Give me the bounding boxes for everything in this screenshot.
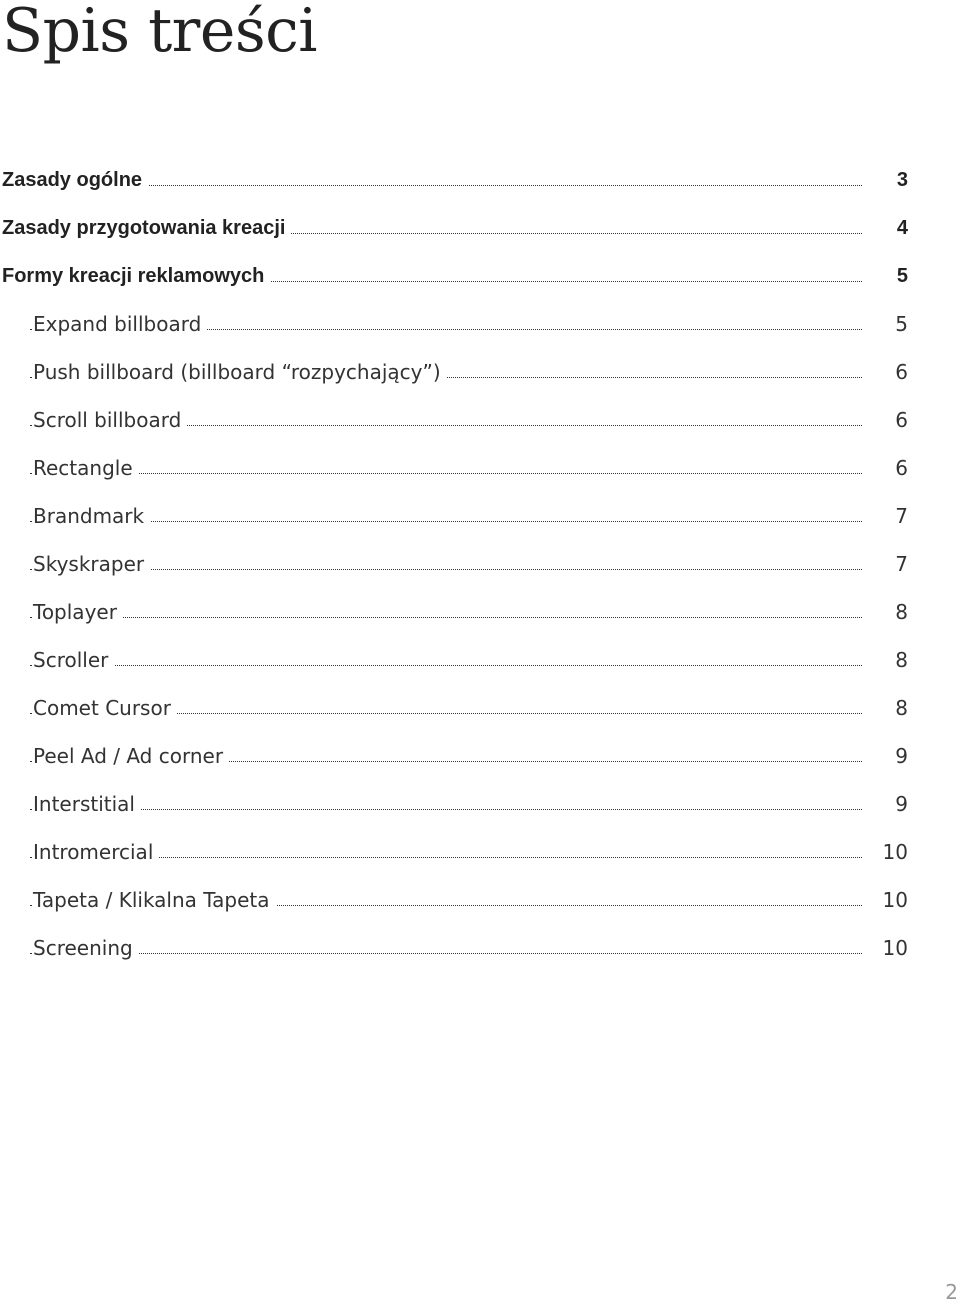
table-of-contents [0,156,960,972]
toc-entry[interactable] [0,252,960,300]
toc-entry[interactable] [0,588,960,636]
toc-entry-page[interactable]: 3 [896,169,908,191]
toc-entry-title[interactable]: Rectangle [33,456,139,480]
dot-leader [30,665,862,666]
toc-entry[interactable] [0,636,960,684]
toc-entry-page[interactable]: 10 [882,840,908,864]
toc-entry[interactable] [0,204,960,252]
dot-leader [30,617,862,618]
toc-entry-page[interactable]: 6 [895,456,908,480]
toc-entry-page[interactable]: 8 [895,648,908,672]
toc-entry-page[interactable]: 9 [895,744,908,768]
toc-entry[interactable] [0,780,960,828]
toc-entry-page[interactable]: 9 [895,792,908,816]
toc-entry-title[interactable]: Expand billboard [33,312,207,336]
toc-entry[interactable] [0,156,960,204]
toc-entry[interactable] [0,492,960,540]
toc-entry-title[interactable]: Scroller [33,648,114,672]
toc-entry-page[interactable]: 5 [896,265,908,287]
toc-entry-title[interactable]: Comet Cursor [33,696,177,720]
page-number: 2 [945,1280,958,1304]
dot-leader [30,569,862,570]
toc-entry[interactable] [0,828,960,876]
toc-entry[interactable] [0,540,960,588]
dot-leader [30,473,862,474]
toc-entry-title[interactable]: Skyskraper [33,552,150,576]
toc-entry-title[interactable]: Toplayer [33,600,123,624]
page-title: Spis treści [2,0,317,66]
toc-entry-page[interactable]: 6 [895,408,908,432]
toc-entry-page[interactable]: 7 [895,504,908,528]
toc-entry[interactable] [0,924,960,972]
toc-entry-title[interactable]: Zasady przygotowania kreacji [2,216,291,240]
toc-entry-page[interactable]: 10 [882,936,908,960]
toc-entry[interactable] [0,684,960,732]
toc-entry[interactable] [0,300,960,348]
toc-entry-page[interactable]: 10 [882,888,908,912]
toc-entry-title[interactable]: Push billboard (billboard “rozpychający”) [33,360,447,384]
toc-entry-page[interactable]: 8 [895,696,908,720]
toc-entry[interactable] [0,732,960,780]
toc-entry-title[interactable]: Formy kreacji reklamowych [2,264,270,288]
dot-leader [30,809,862,810]
toc-entry[interactable] [0,444,960,492]
toc-entry-page[interactable]: 8 [895,600,908,624]
toc-entry-page[interactable]: 6 [895,360,908,384]
toc-entry-title[interactable]: Interstitial [33,792,141,816]
toc-entry-title[interactable]: Screening [33,936,139,960]
toc-entry-title[interactable]: Scroll billboard [33,408,187,432]
toc-entry-page[interactable]: 5 [895,312,908,336]
toc-entry-title[interactable]: Zasady ogólne [2,168,148,192]
toc-entry-title[interactable]: Brandmark [33,504,150,528]
toc-entry[interactable] [0,396,960,444]
toc-entry-title[interactable]: Tapeta / Klikalna Tapeta [33,888,276,912]
toc-entry-title[interactable]: Intromercial [33,840,159,864]
dot-leader [30,953,862,954]
toc-entry-page[interactable]: 4 [896,217,908,239]
toc-entry[interactable] [0,348,960,396]
toc-entry[interactable] [0,876,960,924]
toc-entry-title[interactable]: Peel Ad / Ad corner [33,744,229,768]
dot-leader [30,185,862,186]
dot-leader [30,521,862,522]
toc-entry-page[interactable]: 7 [895,552,908,576]
